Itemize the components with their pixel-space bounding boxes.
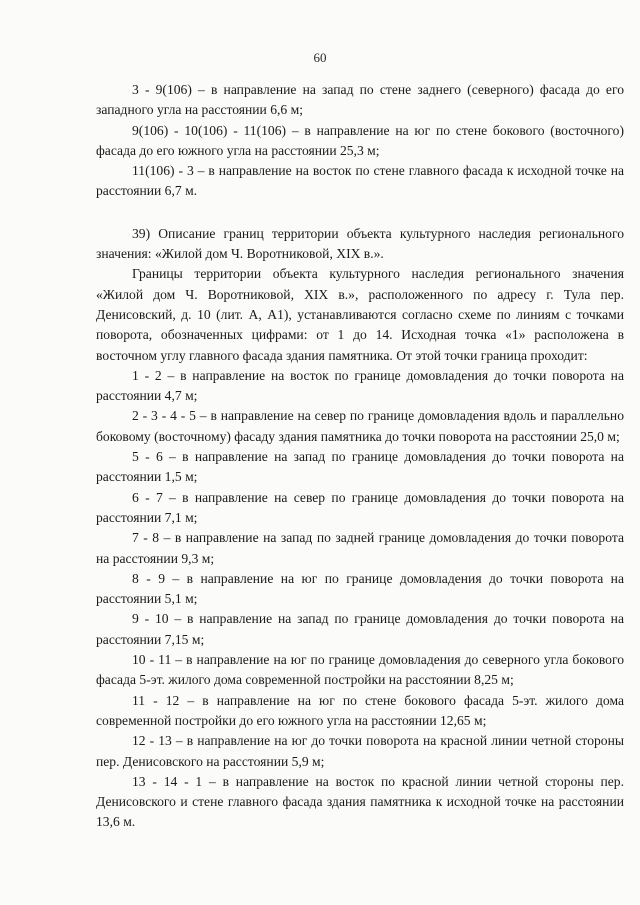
paragraph-segment-6-7: 6 - 7 – в направление на север по границе домовладения до точки поворота на расстоянии 7,1 м; [96, 489, 624, 525]
paragraph-segment-3-9: 3 - 9(106) – в направление на запад по стене заднего (северного) фасада до его западного угла на расстоянии 6,6 м; [96, 82, 624, 118]
paragraph-segment-5-6: 5 - 6 – в направление на запад по границе домовладения до точки поворота на расстоянии 1,5 м; [96, 449, 624, 485]
document-body [96, 80, 624, 833]
paragraph-segment-13-1: 13 - 14 - 1 – в направление на восток по красной линии четной стороны пер. Денисовского и стене главного фасада здания памятника к исходной точке на расстоянии 13,6 м. [96, 773, 624, 830]
paragraph-segment-2-5: 2 - 3 - 4 - 5 – в направление на север по границе домовладения вдоль и параллельно боковому (восточному) фасаду здания памятника до точки поворота на расстоянии 25,0 м; [96, 408, 624, 444]
section-gap [96, 202, 624, 224]
paragraph-segment-10-11: 10 - 11 – в направление на юг по границе домовладения до северного угла бокового фасада 5-эт. жилого дома современной постройки на расстоянии 8,25 м; [96, 652, 624, 688]
paragraph-segment-7-8: 7 - 8 – в направление на запад по задней границе домовладения до точки поворота на расстоянии 9,3 м; [96, 530, 624, 566]
paragraph-segment-9-11: 9(106) - 10(106) - 11(106) – в направление на юг по стене бокового (восточного) фасада до его южного угла на расстоянии 25,3 м; [96, 122, 624, 158]
section-heading-39: 39) Описание границ территории объекта культурного наследия регионального значения: «Жилой дом Ч. Воротниковой, XIX в.». [96, 225, 624, 262]
paragraph-segment-8-9: 8 - 9 – в направление на юг по границе домовладения до точки поворота на расстоянии 5,1 м; [96, 570, 624, 607]
paragraph-segment-12-13: 12 - 13 – в направление на юг до точки поворота на красной линии четной стороны пер. Денисовского на расстоянии 5,9 м; [96, 733, 624, 769]
paragraph-segment-9-10: 9 - 10 – в направление на запад по границе домовладения до точки поворота на расстоянии 7,15 м; [96, 611, 624, 647]
paragraph-segment-11-3: 11(106) - 3 – в направление на восток по стене главного фасада к исходной точке на расстоянии 6,7 м. [96, 163, 624, 199]
paragraph-boundaries-intro: Границы территории объекта культурного наследия регионального значения «Жилой дом Ч. Воротниковой, XIX в.», расположенного по адресу г. Тула пер. Денисовский, д. 10 (лит. А, А1), устанавливаются согласно схеме по линиям с точками поворота, обозначенных цифрами: от 1 до 14. Исходная точка «1» расположена в восточном углу главного фасада здания памятника. От этой точки граница проходит: [96, 266, 624, 363]
paragraph-segment-11-12: 11 - 12 – в направление на юг по стене бокового фасада 5-эт. жилого дома современной постройки до его южного угла на расстоянии 12,65 м; [96, 692, 624, 728]
paragraph-segment-1-2: 1 - 2 – в направление на восток по границе домовладения до точки поворота на расстоянии 4,7 м; [96, 367, 624, 404]
page-number: 60 [313, 50, 327, 65]
